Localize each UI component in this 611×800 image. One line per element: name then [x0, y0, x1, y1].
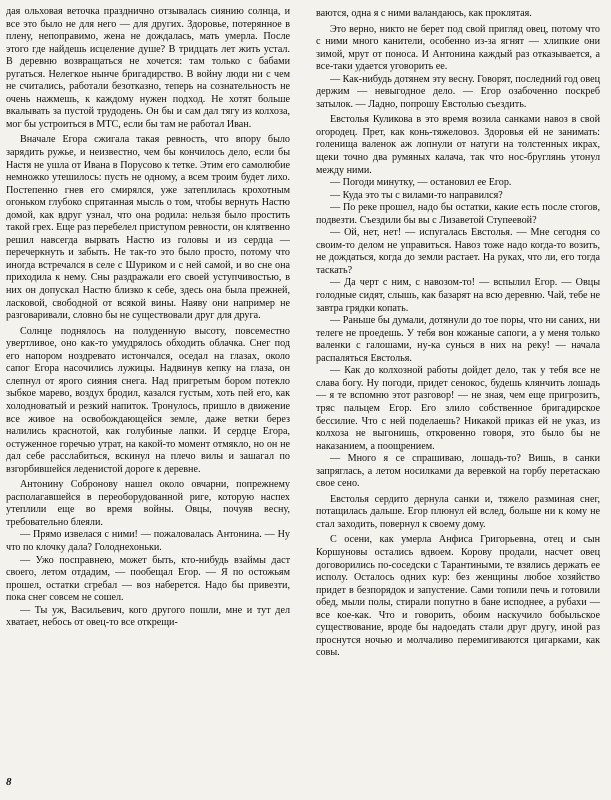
dialogue-line: — Ой, нет, нет! — испугалась Евстолья. — Мне сегодня со своим-то делом не управиться. Навоз тоже надо когда-то возить, не дождаться, когда до земли растает. На руках, что ли, его тогда таскать? [316, 227, 600, 276]
paragraph: Антонину Собронову нашел около овчарни, попрежнему располагавшейся в переоборудованной риге, которую наспех утеплили еще во время войны. Овцы, почуяв весну, требовательно блеяли. [6, 479, 290, 528]
dialogue-line: — Много я се спрашиваю, лошадь-то? Вишь, в санки запряглась, а летом носилками да веревкой на горбу перетаскаю свое сено. [316, 453, 600, 490]
dialogue-line: — Прямо извелася с ними! — пожаловалась Антонина. — Ну что по клочку дала? Голоднехоньки. [6, 529, 290, 553]
dialogue-line: — Раньше бы думали, дотянули до тое поры, что ни саних, ни телеге не проедешь. У тебя вон кожаные сапоги, а у меня только валенки с галошами, ну-ка сунься в них на реку! — начала распаляться Евстолья. [316, 315, 600, 364]
paragraph: ваются, одна я с ними валандаюсь, как проклятая. [316, 8, 532, 19]
paragraph: дая ольховая веточка празднично отзывалась сиянию солнца, и все это было не для него — для других. Здоровье, потерянное в плену, непоправимо, жена не дождалась, мать умерла. После этого где найдешь исцеление душе? В тридцать лет жить устал. В деревню возвращаться не хочется: там только с бабами ругаться. Нелегкое нынче бригадирство. В войну люди ни с чем не считались, работали безотказно, теперь на сознательность не очень нажмешь, к каждому нужен подход. Не хотят больше вкалывать за пустой трудодень. Он бы и сам дал тягу из колхоза, мог бы устроиться в МТС, если бы там не работал Иван. [6, 6, 290, 130]
dialogue-line: — По реке прошел, надо бы остатки, какие есть после стогов, подвезти. Съездили бы вы с Лизаветой Ступеевой? [316, 202, 600, 226]
paragraph: Это верно, никто не берет под свой пригляд овец, потому что с ними много канители, особенно из-за ягнят — хлипкие они зимой, мрут от поноса. И Антонина каждый раз отказывается, а все-таки удается уговорить ее. [316, 23, 600, 73]
left-column [6, 6, 290, 776]
dialogue-line: — Как до колхозной работы дойдет дело, так у тебя все не слава богу. Ну погоди, придет сенокос, будешь клянчить лошадь — я те вспомню этот разговор! — не зная, чем еще пригрозить, тряс пальцем Егор. Его злило собственное бригадирское бессилие. Что с ней поделаешь? Никакой приказ ей не указ, из колхоза не выгонишь, откровенно говоря, это было бы не наказанием, а поощрением. [316, 365, 600, 452]
dialogue-line: — Погоди минутку, — остановил ее Егор. [330, 177, 512, 189]
dialogue-line: — Куда это ты с вилами-то направился? [330, 189, 503, 201]
dialogue-line: — Ты уж, Васильевич, кого другого пошли, мне и тут дел хватает, небось от овец-то все открещи- [6, 604, 290, 629]
paragraph: Вначале Егора сжигала такая ревность, что впору было зарядить ружье, и неизвестно, чем бы кончилось дело, если бы Настя не ушла от Ивана в Порусово к тетке. Этим его самолюбие немножко утешилось: пусть не одному, а всем троим будет лихо. Постепенно гнев его смирялся, уже затеплилась крохотным огоньком глубоко спрятанная мысль о том, чтобы вернуть Настю домой, как вдруг узнал, что она родила: нельзя было простить такой грех. Еще раз перебелел приступом ревности, он клятвенно решил навсегда вырвать Настю из головы и из сердца — перечеркнуть и забыть. Не так-то это было просто, потому что иногда встречался в селе с Шуриком и с ней самой, и во сне она приходила к нему. Сны раздражали его своей уступчивостью, в них он допускал Настю близко к себе, здесь она была прежней, ласковой, свободной от всякой вины. Наяву они например не разговаривали, словно бы не существовали друг для друга. [6, 134, 290, 322]
paragraph: С осени, как умерла Анфиса Григорьевна, отец и сын Коршуновы остались вдвоем. Корову продали, насчет овец договорились по-соседски с Тарантиными, те взялись держать ее исполу. Осталось одних кур: без женщины любое хозяйство придет в безпорядок и запустение. Сами топили печь и готовили обед, мыли полы, стирали попутно в бане исподнее, а рубахи — все кое-как. Что и говорить, обоим наскучило бобыльское существование, вроде бы надоедать стали друг другу, иной раз проснутся ночью и молчаливо перемигиваются цигарками, как совы. [316, 534, 600, 659]
page-number: 8 [6, 776, 12, 788]
paragraph: Солнце поднялось на полуденную высоту, повсеместно увертливое, оно как-то умудрялось обходить облачка. Снег под его напором ноздревато истончался, оседал на глазах, около сапог Егора насочились лужицы. Надвинув кепку на глаза, он слепнул от ярого сияния снега. Над пригретым бором потекло зыбкое марево, воздух бродил, казался густым, хоть пей его, как холодноватый и резкий напиток. Тронулось, пришло в движение все живое на освобождающейся земле, даже ветки берез налились краснотой, как голубиные лапки. И сердце Егора, остуженное горечью утрат, на какой-то момент отмякло, но он не дал себе расслабиться, вскинул на плечо вилы и зашагал по взгорбившейся леденистой дороге к деревне. [6, 325, 290, 475]
dialogue-line: — Да черт с ним, с навозом-то! — вспылил Егор. — Овцы голодные сидят, слышь, как базарят на всю деревню. Чай, тебе не завтра грядки копать. [316, 277, 600, 314]
paragraph: Евстолья сердито дернула санки и, тяжело разминая снег, потащилась дальше. Егор плюнул ей вслед, больше ни к кому не стал заходить, повернул к своему дому. [316, 493, 600, 530]
dialogue-line: — Ужо посправнею, может быть, кто-нибудь взаймы даст своего, летом отдадим, — пообещал Егор. — Я по остожьям прошел, остатки сгребал — воз наберется. Надо бы привезти, пока снег совсем не сошел. [6, 554, 290, 604]
dialogue-line: — Как-нибудь дотянем эту весну. Говорят, последний год овец держим — невыгодное дело. — Егор озабоченно поскреб затылок. — Ладно, попрошу Евстолью съездить. [316, 73, 600, 110]
right-column [316, 8, 600, 778]
paragraph: Евстолья Куликова в это время возила санками навоз в свой огородец. Прет, как конь-тяжеловоз. Здоровья ей не занимать: голенища валенок аж лопнули от натуги на толстенных икрах, щеки точно два румяных калача, так что нос-бруглянь утонул между ними. [316, 114, 600, 176]
